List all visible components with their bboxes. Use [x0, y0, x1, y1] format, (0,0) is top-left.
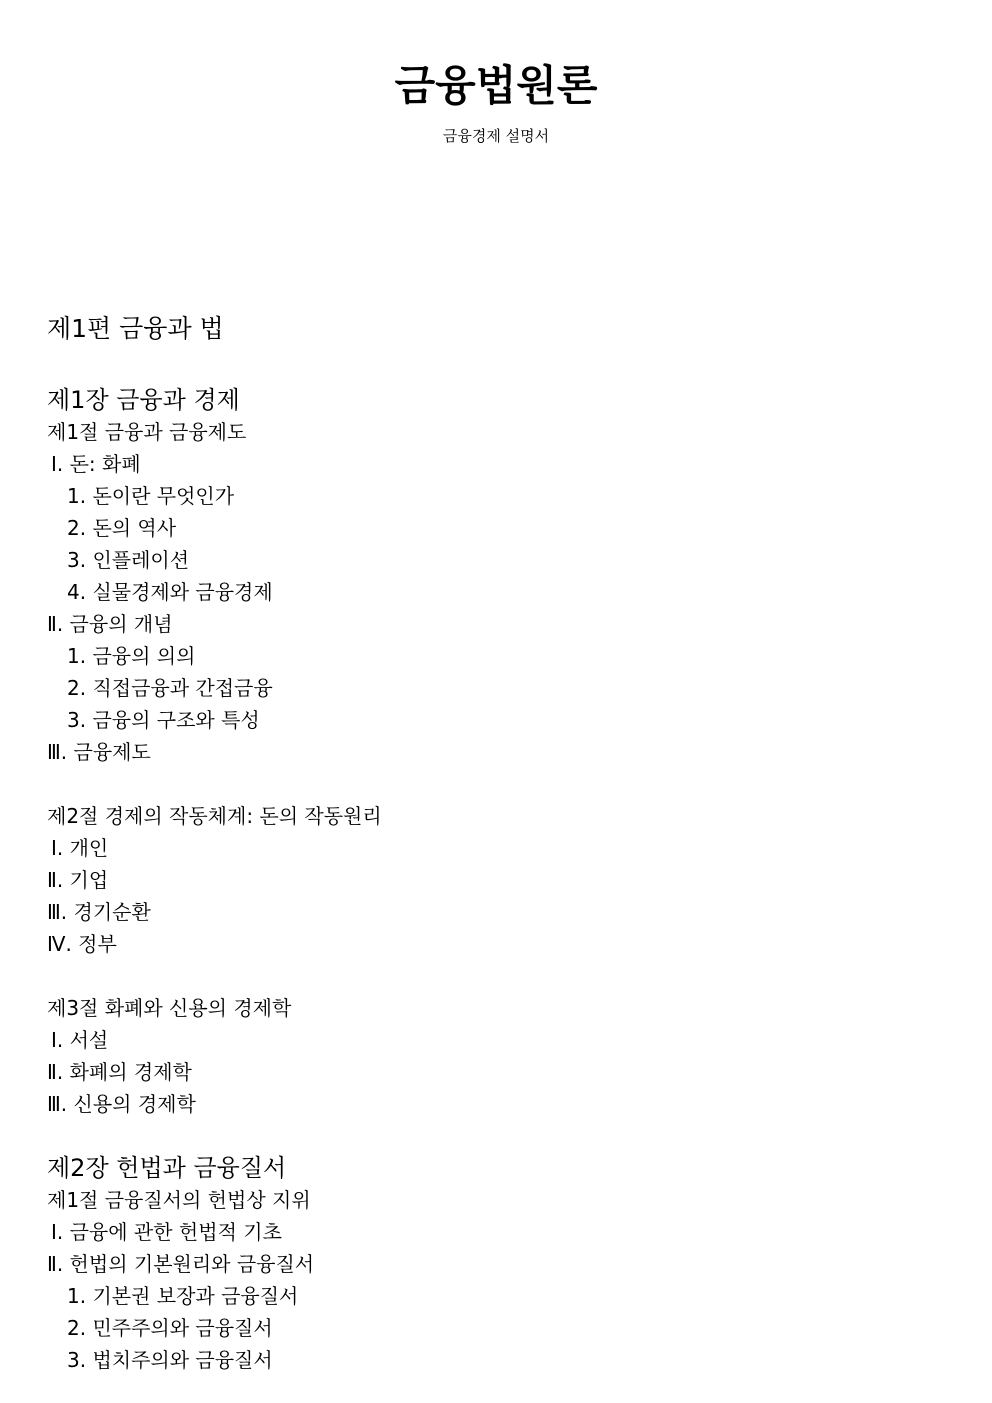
toc-item: Ⅰ. 금융에 관한 헌법적 기초 [51, 1220, 282, 1244]
toc-subitem: 2. 돈의 역사 [67, 516, 177, 540]
toc-subitem: 3. 법치주의와 금융질서 [67, 1348, 273, 1372]
toc-chapter-2: 제2장 헌법과 금융질서 [47, 1154, 287, 1182]
toc-spacer [47, 768, 947, 800]
toc-subitem: 2. 민주주의와 금융질서 [67, 1316, 273, 1340]
toc-item: Ⅰ. 개인 [51, 836, 109, 860]
toc-item: Ⅲ. 경기순환 [47, 900, 151, 924]
toc-item: Ⅱ. 기업 [47, 868, 109, 892]
toc-spacer [47, 1120, 947, 1152]
toc-chapter2-section-1: 제1절 금융질서의 헌법상 지위 [47, 1188, 311, 1212]
toc-item: Ⅲ. 신용의 경제학 [47, 1092, 196, 1116]
toc-subitem: 3. 인플레이션 [67, 548, 190, 572]
toc-chapter1-section-1: 제1절 금융과 금융제도 [47, 420, 247, 444]
document-subtitle: 금융경제 설명서 [442, 127, 550, 145]
toc-item: Ⅱ. 헌법의 기본원리와 금융질서 [47, 1252, 315, 1276]
toc-subitem: 1. 기본권 보장과 금융질서 [67, 1284, 299, 1308]
toc-item: Ⅰ. 돈: 화폐 [51, 452, 141, 476]
toc-item: Ⅲ. 금융제도 [47, 740, 151, 764]
toc-subitem: 3. 금융의 구조와 특성 [67, 708, 260, 732]
toc-item: Ⅰ. 서설 [51, 1028, 109, 1052]
table-of-contents [47, 312, 947, 1376]
toc-item: Ⅳ. 정부 [47, 932, 117, 956]
toc-part-1: 제1편 금융과 법 [47, 314, 224, 343]
toc-chapter1-section-2: 제2절 경제의 작동체계: 돈의 작동원리 [47, 804, 382, 828]
toc-subitem: 4. 실물경제와 금융경제 [67, 580, 273, 604]
toc-subitem: 1. 돈이란 무엇인가 [67, 484, 235, 508]
toc-subitem: 1. 금융의 의의 [67, 644, 196, 668]
document-title: 금융법원론 [394, 61, 598, 110]
toc-item: Ⅱ. 화폐의 경제학 [47, 1060, 192, 1084]
toc-item: Ⅱ. 금융의 개념 [47, 612, 173, 636]
toc-spacer [47, 960, 947, 992]
toc-chapter1-section-3: 제3절 화폐와 신용의 경제학 [47, 996, 292, 1020]
toc-chapter-1: 제1장 금융과 경제 [47, 386, 240, 414]
toc-subitem: 2. 직접금융과 간접금융 [67, 676, 273, 700]
